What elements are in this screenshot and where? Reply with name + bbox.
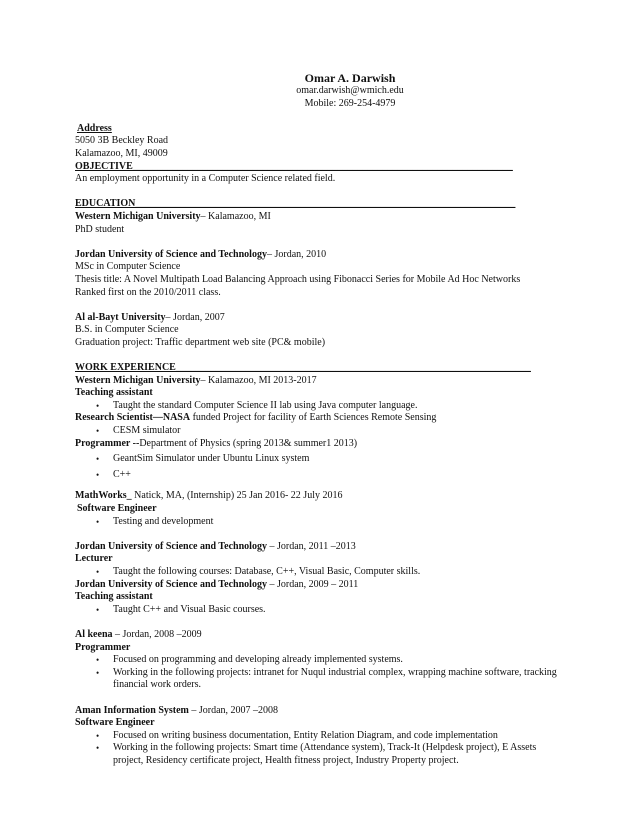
employer-name: Western Michigan University <box>75 374 201 386</box>
address-heading: Address <box>77 122 112 134</box>
education-entry <box>75 249 565 262</box>
institution-name: Jordan University of Science and Technology <box>75 248 267 260</box>
institution-location: – Jordan, 2010 <box>266 248 327 260</box>
institution-name: Al al-Bayt University <box>75 311 166 323</box>
resume-header <box>135 71 565 110</box>
degree: MSc in Computer Science <box>75 261 181 273</box>
job-title: Programmer <box>75 641 131 653</box>
employer-name: Jordan University of Science and Technology <box>75 578 267 590</box>
education-entry <box>75 312 565 325</box>
objective-section <box>75 161 565 186</box>
job-title: Research Scientist—NASA <box>75 412 191 424</box>
duty-item: • Working in the following projects: intranet for Nuqul industrial complex, wrapping machine software, tracking financial work orders. <box>75 667 565 692</box>
employer-name: MathWorks_ <box>75 490 132 502</box>
job-entry <box>75 490 565 503</box>
employer-location: – Jordan, 2011 –2013 <box>266 540 356 552</box>
job-description: funded Project for facility of Earth Sciences Remote Sensing <box>190 412 437 424</box>
degree: B.S. in Computer Science <box>75 324 179 336</box>
education-entry <box>75 211 565 224</box>
work-heading: WORK EXPERIENCE_______________________________________________________________________ <box>75 362 531 374</box>
job-title: Software Engineer <box>75 717 155 729</box>
address-section <box>75 123 565 161</box>
employer-name: Al keena <box>75 628 113 640</box>
duty-item: • Testing and development <box>75 516 565 529</box>
job-title: Software Engineer <box>77 503 157 514</box>
work-section <box>75 362 565 767</box>
mobile-number: Mobile: 269-254-4979 <box>304 97 396 109</box>
thesis-title: Thesis title: A Novel Multipath Load Balancing Approach using Fibonacci Series for Mobile Ad Hoc Networks <box>75 273 521 285</box>
duty-item: • GeantSim Simulator under Ubuntu Linux system <box>75 453 565 466</box>
education-section <box>75 198 565 349</box>
employer-location: – Jordan, 2008 –2009 <box>112 628 202 640</box>
ranking: Ranked first on the 2010/2011 class. <box>75 286 221 298</box>
job-title: Lecturer <box>75 553 113 565</box>
job-entry <box>75 705 565 718</box>
address-line: Kalamazoo, MI, 49009 <box>75 147 168 159</box>
graduation-project: Graduation project: Traffic department web site (PC& mobile) <box>75 336 326 348</box>
institution-name: Western Michigan University <box>75 210 201 222</box>
institution-location: – Kalamazoo, MI <box>200 210 271 222</box>
job-title: Programmer -- <box>75 437 140 449</box>
employer-name: Jordan University of Science and Technology <box>75 540 267 552</box>
objective-text: An employment opportunity in a Computer Science related field. <box>75 173 336 185</box>
job-entry <box>75 375 565 388</box>
degree: PhD student <box>75 223 125 235</box>
job-entry <box>75 438 565 451</box>
employer-location: – Jordan, 2007 –2008 <box>188 704 279 716</box>
institution-location: – Jordan, 2007 <box>165 311 225 323</box>
job-title: Teaching assistant <box>75 387 153 399</box>
duty-item: • CESM simulator <box>75 425 565 438</box>
employer-location: – Jordan, 2009 – 2011 <box>266 578 359 590</box>
email-address: omar.darwish@wmich.edu <box>296 85 404 96</box>
duty-item: • Focused on programming and developing already implemented systems. <box>75 654 565 667</box>
candidate-name: Omar A. Darwish <box>304 71 396 85</box>
address-line: 5050 3B Beckley Road <box>75 135 169 147</box>
job-description: Department of Physics (spring 2013& summer1 2013) <box>139 437 358 449</box>
employer-location: Natick, MA, (Internship) 25 Jan 2016- 22 July 2016 <box>131 490 343 502</box>
employer-name: Aman Information System <box>75 704 189 716</box>
job-entry <box>75 629 565 642</box>
job-entry <box>75 579 565 592</box>
resume-page <box>75 71 565 767</box>
education-heading: EDUCATION____________________________________________________________________________ <box>75 198 516 210</box>
duty-item: • Working in the following projects: Smart time (Attendance system), Track-It (Helpdesk project), E Assets project, Residency certificate project, Health fitness project, Industry Property project. <box>75 742 565 767</box>
objective-heading: OBJECTIVE____________________________________________________________________________ <box>75 160 513 172</box>
job-title: Teaching assistant <box>75 591 153 603</box>
duty-item: • Taught the following courses: Database, C++, Visual Basic, Computer skills. <box>75 566 565 579</box>
duty-item: • Taught the standard Computer Science II lab using Java computer language. <box>75 400 565 413</box>
duty-item: • C++ <box>75 469 565 482</box>
job-entry <box>75 541 565 554</box>
employer-location: – Kalamazoo, MI 2013-2017 <box>200 374 317 386</box>
duty-item: • Taught C++ and Visual Basic courses. <box>75 604 565 617</box>
job-entry <box>75 412 565 425</box>
duty-item: • Focused on writing business documentation, Entity Relation Diagram, and code implementation <box>75 730 565 743</box>
